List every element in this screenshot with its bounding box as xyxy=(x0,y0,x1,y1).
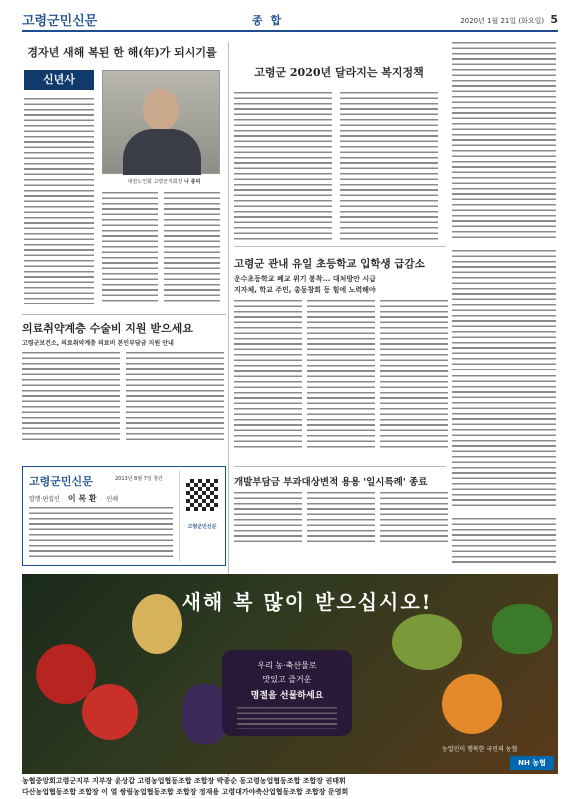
publisher-info-box xyxy=(22,466,226,566)
info-publisher xyxy=(29,493,118,504)
welfare-article xyxy=(234,42,444,242)
photo-caption xyxy=(106,178,222,185)
ad-sponsors xyxy=(22,776,558,798)
medical-body-2 xyxy=(126,352,224,440)
welfare-body-1 xyxy=(234,92,332,242)
school-sub-2: 지자체, 학교 주민, 총동창회 등 힘에 노력해야 xyxy=(234,286,376,294)
welfare-headline: 고령군 2020년 달라지는 복지정책 xyxy=(254,66,424,79)
school-body-2 xyxy=(307,300,375,450)
column-body-3 xyxy=(164,192,220,304)
column-body-1 xyxy=(24,98,94,304)
info-reg: 2013년 8월 7일 창간 xyxy=(115,476,164,482)
issue-date: 2020년 1월 21일 (화요일) xyxy=(460,17,545,25)
medical-headline: 의료취약계층 수술비 지원 받으세요 xyxy=(22,322,193,335)
nh-logo: NH 농협 xyxy=(510,756,554,770)
printer-label: 인쇄 xyxy=(106,496,119,503)
school-sub-1: 운수초등학교 폐교 위기 봉착... 대처방안 시급 xyxy=(234,275,376,283)
divider-h1 xyxy=(234,246,446,247)
info-details xyxy=(29,507,173,561)
ad-headline: 새해 복 많이 받으십시오! xyxy=(181,590,433,614)
info-side-box xyxy=(179,471,223,561)
divider-h3 xyxy=(234,466,446,467)
nh-advertisement xyxy=(22,574,558,774)
column-badge: 신년사 xyxy=(24,70,94,90)
produce-melon xyxy=(392,614,462,670)
side-logo: 고령군민신문 xyxy=(187,524,217,530)
development-body-2 xyxy=(307,492,375,542)
columnist-photo xyxy=(102,70,220,174)
badge-fineprint xyxy=(237,707,337,729)
produce-apple-2 xyxy=(82,684,138,740)
new-year-column xyxy=(22,42,222,306)
dateline xyxy=(460,13,558,26)
produce-orange xyxy=(442,674,502,734)
medical-article xyxy=(22,320,226,460)
column-body-2 xyxy=(102,192,158,304)
page-number: 5 xyxy=(550,13,558,26)
ad-gift-badge xyxy=(222,650,352,736)
development-article xyxy=(234,472,448,562)
ad-tagline: 농업인이 행복한 국민의 농협 xyxy=(442,746,518,753)
divider-h2 xyxy=(22,314,226,315)
badge-line-1: 우리 농·축산물로 xyxy=(257,661,317,670)
school-article xyxy=(234,252,448,452)
sponsor-line-2: 다산농업협동조합 조합장 이 열 쌍림농업협동조합 조합장 정재용 고령대가야축산업협동조합 조합장 문영희 xyxy=(22,788,349,796)
badge-line-2: 맛있고 즐거운 xyxy=(262,675,312,684)
caption-org: 대한노인회 고령군지회장 xyxy=(127,179,183,185)
sponsor-line-1: 농협중앙회고령군지부 지부장 윤상갑 고령농업협동조합 조합장 박종순 동고령농업협동조합 조합장 권태휘 xyxy=(22,777,346,785)
development-body-1 xyxy=(234,492,302,542)
school-body-1 xyxy=(234,300,302,450)
development-headline: 개발부담금 부과대상변적 용용 '일시특례' 종료 xyxy=(234,477,428,488)
medical-body-1 xyxy=(22,352,120,440)
right-column-body-3 xyxy=(452,375,556,510)
medical-sub: 고령군보건소, 의료취약계층 의료비 본인부담금 지원 안내 xyxy=(22,340,174,347)
publisher-name: 이 복 환 xyxy=(67,494,97,503)
school-headline: 고령군 관내 유일 초등학교 입학생 급감소 xyxy=(234,258,425,270)
caption-name: 나 종덕 xyxy=(184,179,201,185)
section-title: 종 합 xyxy=(252,14,284,27)
qr-code xyxy=(186,479,218,511)
right-column-body-1 xyxy=(452,42,556,238)
badge-line-3: 명절을 선물하세요 xyxy=(250,691,324,701)
info-logo: 고령군민신문 xyxy=(29,475,93,488)
right-column-body-4 xyxy=(452,518,556,566)
welfare-body-2 xyxy=(340,92,438,242)
photo-face xyxy=(143,89,179,131)
produce-veg xyxy=(492,604,552,654)
right-column-body-2 xyxy=(452,250,556,370)
development-body-3 xyxy=(380,492,448,542)
school-body-3 xyxy=(380,300,448,450)
masthead xyxy=(22,10,558,32)
newspaper-logo: 고령군민신문 xyxy=(22,14,98,29)
column-headline: 경자년 새해 복된 한 해(年)가 되시기를 xyxy=(27,46,217,59)
photo-suit xyxy=(123,129,201,175)
publisher-label: 발행·편집인 xyxy=(29,496,60,503)
